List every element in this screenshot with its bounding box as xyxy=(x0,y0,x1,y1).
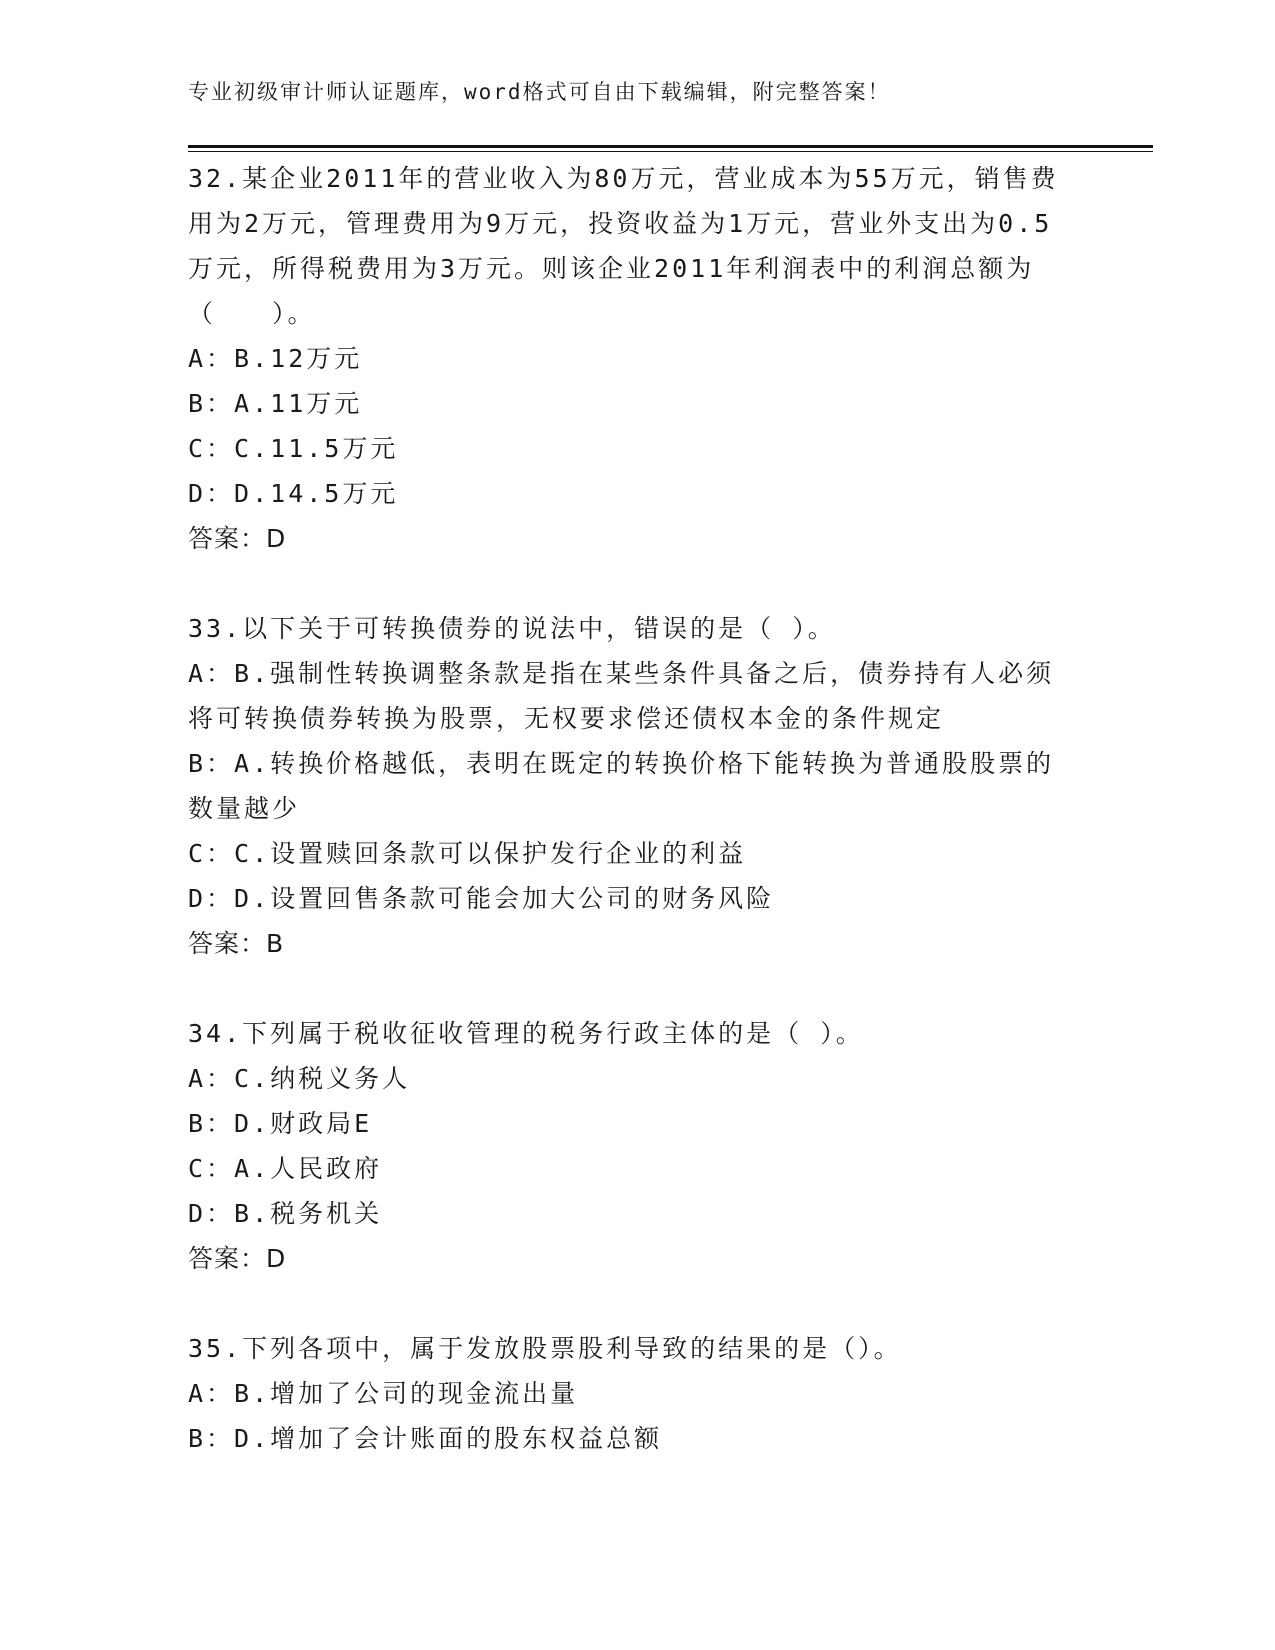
option-b: B：A.转换价格越低，表明在既定的转换价格下能转换为普通股股票的数量越少 xyxy=(188,749,1055,823)
header-divider-thin xyxy=(188,151,1153,152)
option-d: D：D.设置回售条款可能会加大公司的财务风险 xyxy=(188,884,775,913)
answer-label: 答案：B xyxy=(188,929,285,958)
option-a: A：B.增加了公司的现金流出量 xyxy=(188,1379,579,1408)
question-32 xyxy=(188,156,1068,561)
option-c: C：C.设置赎回条款可以保护发行企业的利益 xyxy=(188,839,747,868)
question-stem: 35.下列各项中，属于发放股票股利导致的结果的是（）。 xyxy=(188,1334,902,1363)
page-header: 专业初级审计师认证题库，word格式可自由下载编辑，附完整答案！ xyxy=(188,80,891,104)
question-35 xyxy=(188,1326,1068,1461)
option-c: C：A.人民政府 xyxy=(188,1154,383,1183)
question-stem: 32.某企业2011年的营业收入为80万元，营业成本为55万元，销售费用为2万元，管理费用为9万元，投资收益为1万元，营业外支出为0.5万元，所得税费用为3万元。则该企业2011年利润表中的利润总额为（ ）。 xyxy=(188,164,1059,328)
option-b: B：D.财政局E xyxy=(188,1109,373,1138)
option-b: B：A.11万元 xyxy=(188,389,363,418)
option-a: A：B.强制性转换调整条款是指在某些条件具备之后，债券持有人必须将可转换债券转换为股票，无权要求偿还债权本金的条件规定 xyxy=(188,659,1055,733)
question-34 xyxy=(188,1011,1068,1281)
answer-label: 答案：D xyxy=(188,524,287,553)
option-c: C：C.11.5万元 xyxy=(188,434,399,463)
question-33 xyxy=(188,606,1068,966)
option-a: A：C.纳税义务人 xyxy=(188,1064,411,1093)
option-a: A：B.12万元 xyxy=(188,344,363,373)
option-d: D：B.税务机关 xyxy=(188,1199,383,1228)
answer-label: 答案：D xyxy=(188,1244,287,1273)
question-stem: 34.下列属于税收征收管理的税务行政主体的是（ ）。 xyxy=(188,1019,864,1048)
option-b: B：D.增加了会计账面的股东权益总额 xyxy=(188,1424,663,1453)
question-stem: 33.以下关于可转换债券的说法中，错误的是（ ）。 xyxy=(188,614,836,643)
question-list xyxy=(188,156,1068,1506)
option-d: D：D.14.5万元 xyxy=(188,479,399,508)
header-divider-thick xyxy=(188,145,1153,148)
